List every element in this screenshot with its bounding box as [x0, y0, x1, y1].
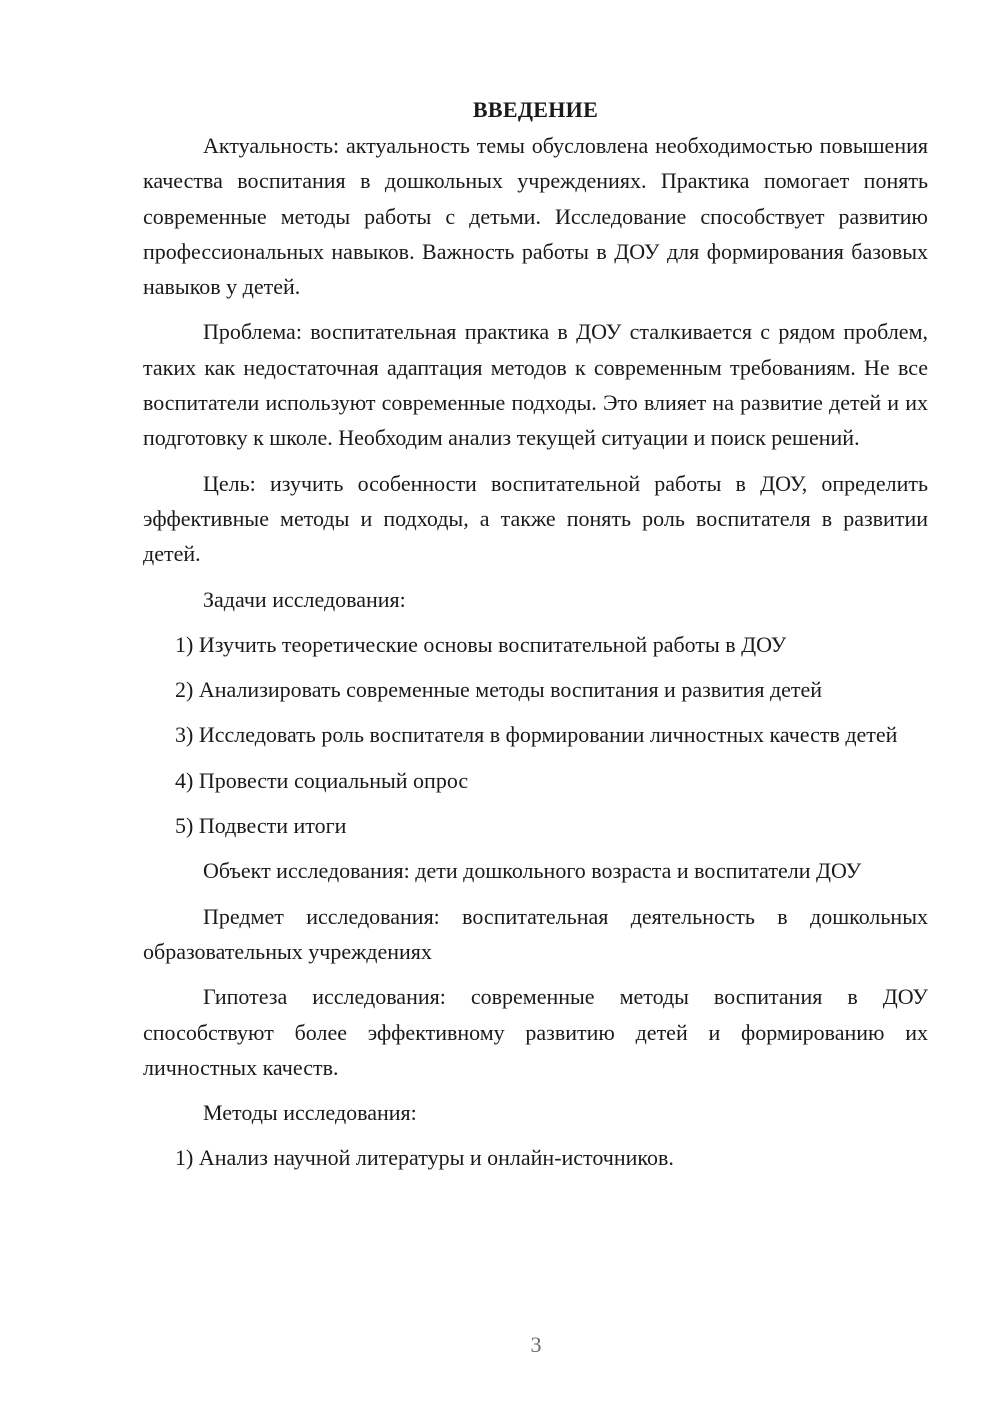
list-item: 5) Подвести итоги: [175, 813, 347, 839]
paragraph-subject: Предмет исследования: воспитательная деятельность в дошкольных образовательных учреждениях: [143, 903, 928, 964]
paragraph-problem: Проблема: воспитательная практика в ДОУ сталкивается с рядом проблем, таких как недостаточная адаптация методов к современным требованиям. Не все воспитатели используют современные подходы. Это влияет на развитие детей и их подготовку к школе. Необходим анализ текущей ситуации и поиск решений.: [143, 319, 928, 451]
paragraph-relevance: Актуальность: актуальность темы обусловлена необходимостью повышения качества воспитания в дошкольных учреждениях. Практика помогает понять современные методы работы с детьми. Исследование способствует развитию профессиональных навыков. Важность работы в ДОУ для формирования базовых навыков у детей.: [143, 133, 928, 300]
tasks-title: Задачи исследования:: [203, 586, 406, 612]
list-item: 3) Исследовать роль воспитателя в формировании личностных качеств детей: [175, 722, 898, 748]
list-item: 2) Анализировать современные методы воспитания и развития детей: [175, 677, 823, 703]
paragraph-object: Объект исследования: дети дошкольного возраста и воспитатели ДОУ: [203, 858, 862, 884]
list-item: 1) Изучить теоретические основы воспитательной работы в ДОУ: [175, 631, 787, 657]
paragraph-goal: Цель: изучить особенности воспитательной работы в ДОУ, определить эффективные методы и подходы, а также понять роль воспитателя в развитии детей.: [143, 470, 928, 567]
methods-title: Методы исследования:: [203, 1100, 417, 1126]
page-title: ВВЕДЕНИЕ: [472, 97, 599, 122]
paragraph-hypothesis: Гипотеза исследования: современные методы воспитания в ДОУ способствуют более эффективному развитию детей и формированию их личностных качеств.: [143, 984, 928, 1080]
list-item: 4) Провести социальный опрос: [175, 767, 469, 793]
page-number: 3: [530, 1332, 542, 1357]
document-page: [143, 92, 928, 1176]
list-item: 1) Анализ научной литературы и онлайн-источников.: [175, 1145, 674, 1171]
